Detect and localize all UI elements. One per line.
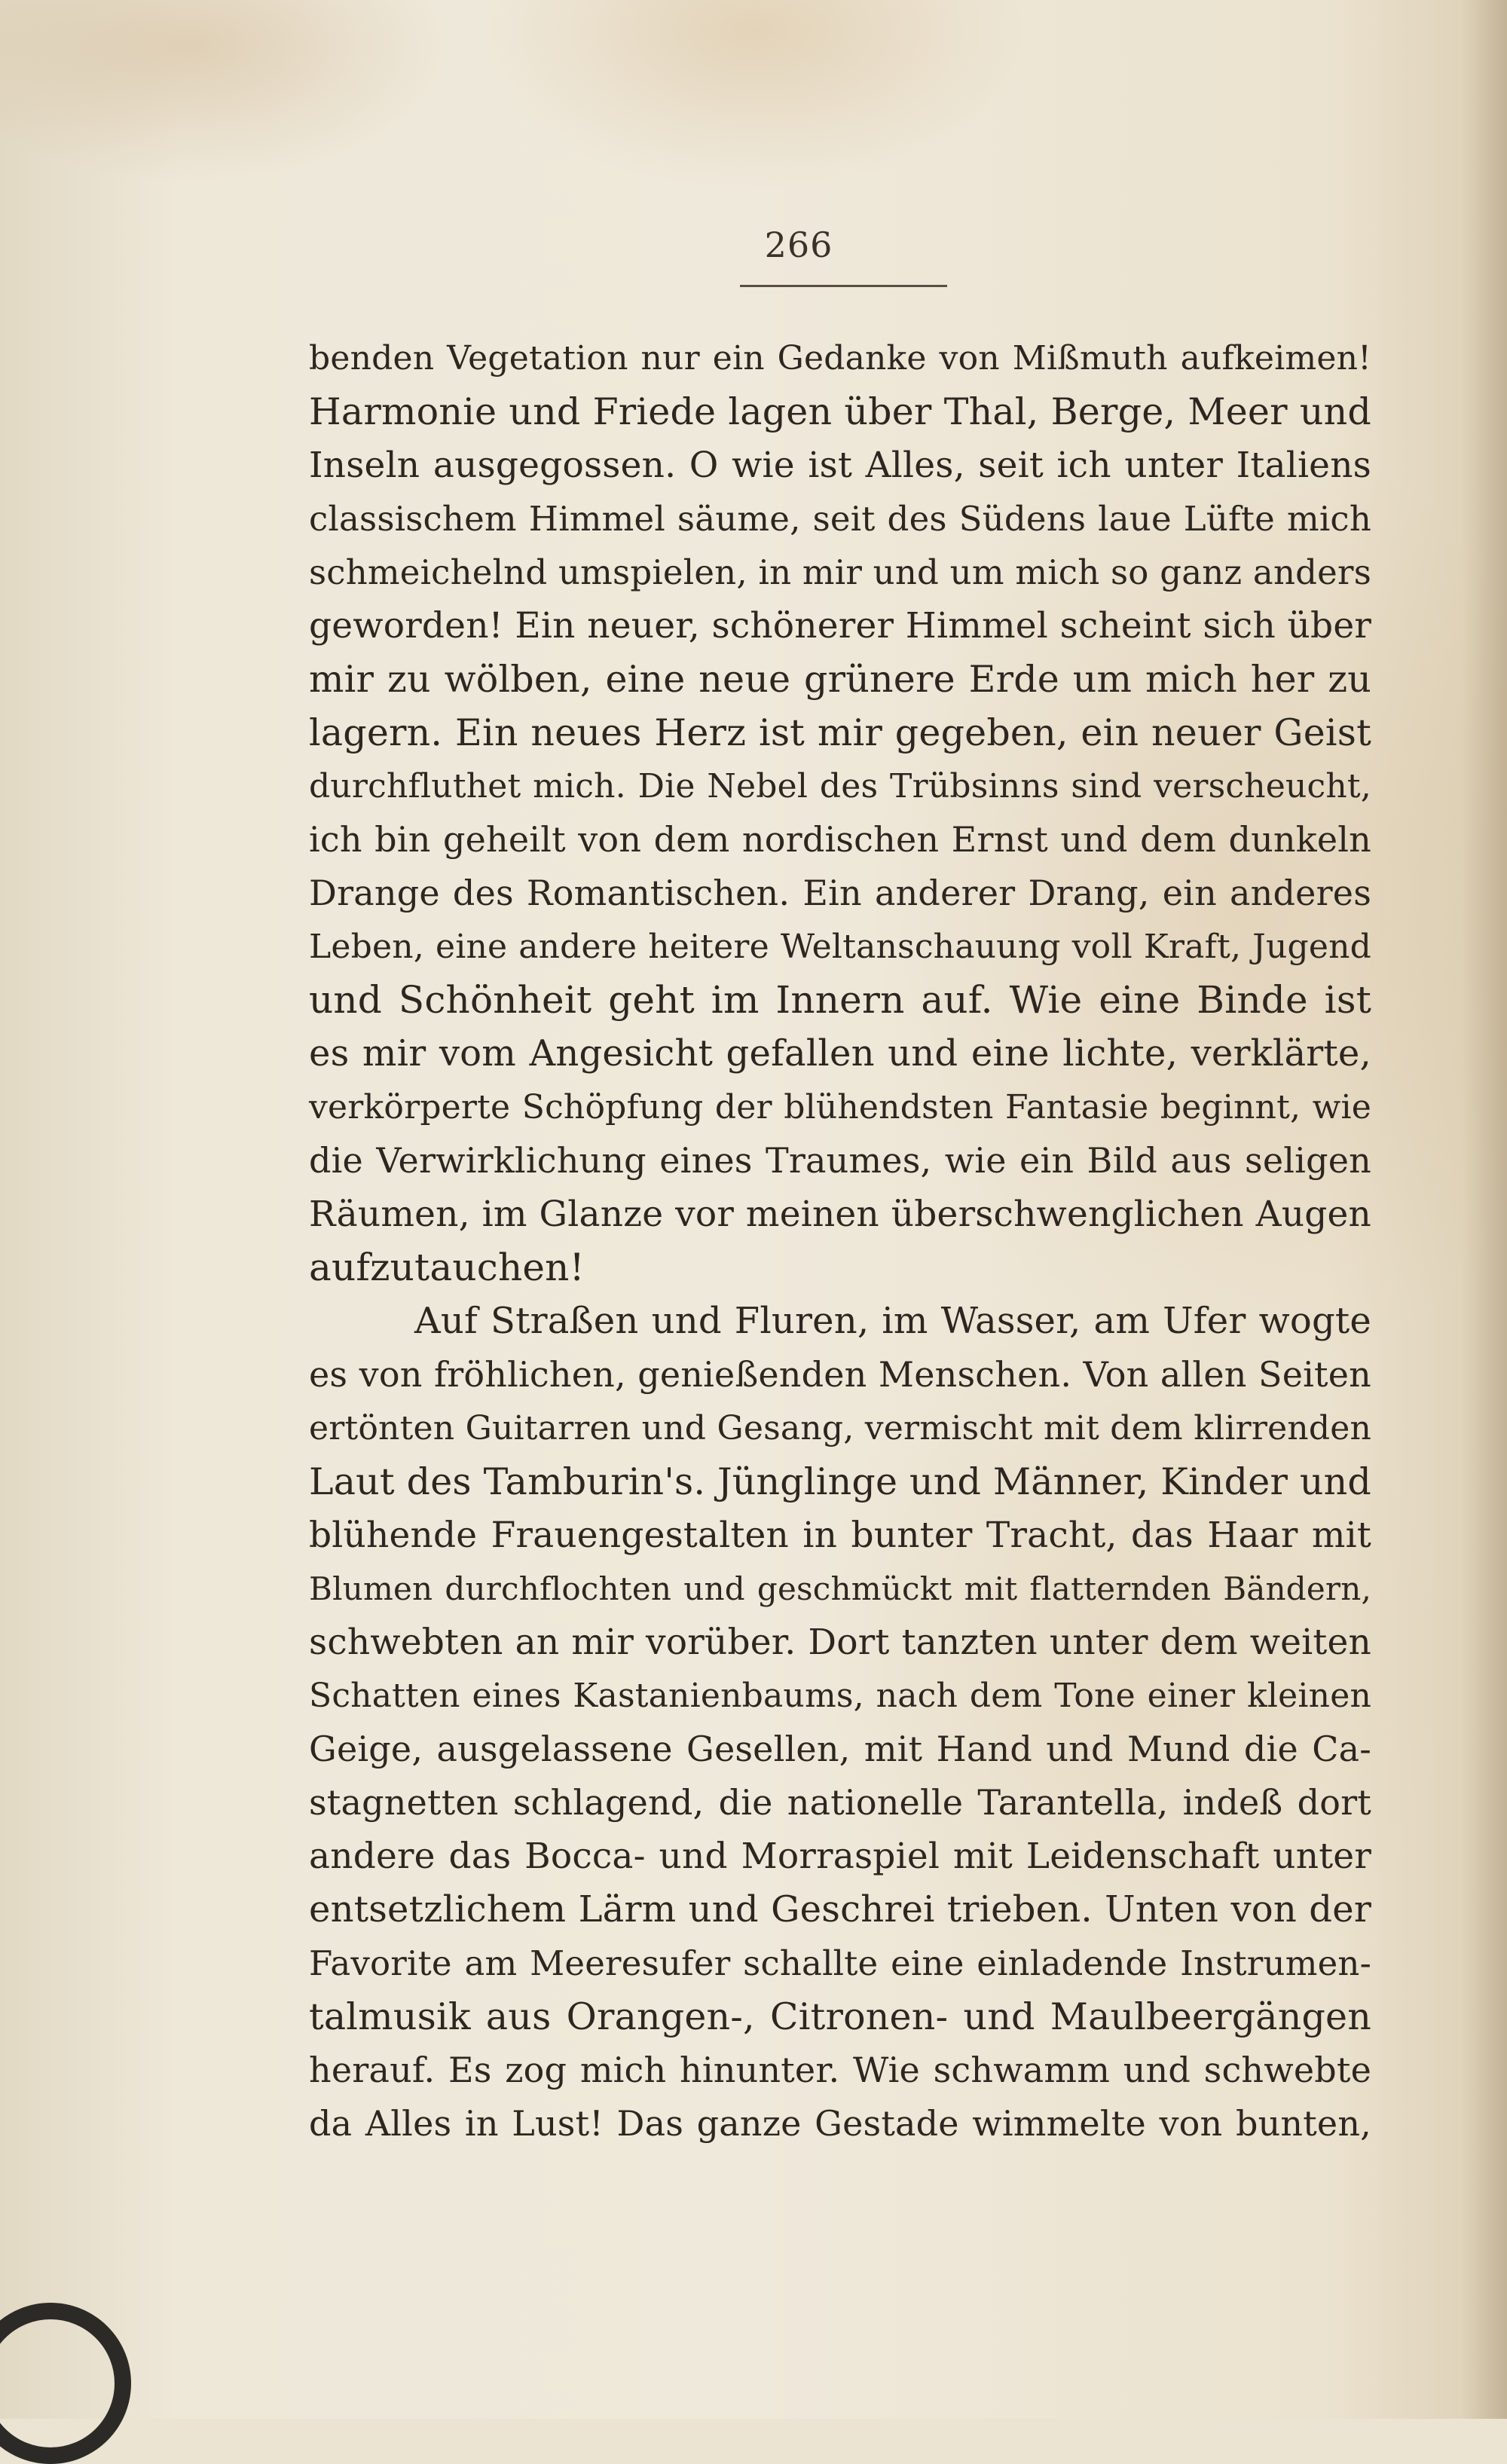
text-line: und Schönheit geht im Innern auf. Wie eine Binde ist — [309, 978, 1371, 1022]
text-line: lagern. Ein neues Herz ist mir gegeben, ein neuer Geist — [309, 711, 1371, 754]
text-line: Inseln ausgegossen. O wie ist Alles, seit ich unter Italiens — [309, 445, 1371, 486]
text-line: ertönten Guitarren und Gesang, vermischt mit dem klirrenden — [309, 1409, 1371, 1448]
paragraph-start-line: Auf Straßen und Fluren, im Wasser, am Ufer wogte — [414, 1300, 1371, 1342]
text-line: talmusik aus Orangen-, Citronen- und Maulbeergängen — [309, 1995, 1371, 2038]
text-line: Leben, eine andere heitere Weltanschauung voll Kraft, Jugend — [309, 928, 1371, 966]
text-line: schmeichelnd umspielen, in mir und um mich so ganz anders — [309, 552, 1371, 592]
text-line: Geige, ausgelassene Gesellen, mit Hand und Mund die Ca- — [309, 1729, 1371, 1769]
text-line: stagnetten schlagend, die nationelle Tarantella, indeß dort — [309, 1782, 1371, 1823]
text-line: herauf. Es zog mich hinunter. Wie schwamm und schwebte — [309, 2050, 1371, 2090]
text-line: die Verwirklichung eines Traumes, wie ein Bild aus seligen — [309, 1140, 1371, 1181]
text-line: es von fröhlichen, genießenden Menschen. Von allen Seiten — [309, 1354, 1371, 1395]
text-line: Favorite am Meeresufer schallte eine einladende Instrumen- — [309, 1943, 1371, 1983]
text-line: entsetzlichem Lärm und Geschrei trieben. Unten von der — [309, 1888, 1371, 1931]
text-line: verkörperte Schöpfung der blühendsten Fantasie beginnt, wie — [309, 1088, 1371, 1127]
text-line: Laut des Tamburin's. Jünglinge und Männer, Kinder und — [309, 1460, 1371, 1503]
text-line: benden Vegetation nur ein Gedanke von Mißmuth aufkeimen! — [309, 339, 1371, 378]
text-line: Harmonie und Friede lagen über Thal, Berge, Meer und — [309, 390, 1371, 433]
text-line: andere das Bocca- und Morraspiel mit Leidenschaft unter — [309, 1836, 1371, 1877]
page-edge-shadow — [1462, 0, 1507, 2419]
page-number: 266 — [764, 225, 833, 265]
text-line: Schatten eines Kastanienbaums, nach dem Tone einer kleinen — [309, 1677, 1371, 1715]
text-line: schwebten an mir vorüber. Dort tanzten unter dem weiten — [309, 1622, 1371, 1663]
text-line: Drange des Romantischen. Ein anderer Drang, ein anderes — [309, 873, 1371, 913]
text-line: blühende Frauengestalten in bunter Tracht, das Haar mit — [309, 1515, 1371, 1556]
text-line: ich bin geheilt von dem nordischen Ernst und dem dunkeln — [309, 819, 1371, 860]
text-line: classischem Himmel säume, seit des Südens laue Lüfte mich — [309, 499, 1371, 539]
text-line: durchfluthet mich. Die Nebel des Trübsinns sind verscheucht, — [309, 767, 1371, 806]
header-rule — [740, 285, 947, 287]
corner-ring-mark — [0, 2303, 131, 2464]
paragraph-end-line: aufzutauchen! — [309, 1246, 585, 1289]
text-line: mir zu wölben, eine neue grünere Erde um mich her zu — [309, 658, 1371, 701]
text-line: geworden! Ein neuer, schönerer Himmel scheint sich über — [309, 605, 1371, 647]
text-line: da Alles in Lust! Das ganze Gestade wimmelte von bunten, — [309, 2103, 1371, 2144]
text-line: Blumen durchflochten und geschmückt mit flatternden Bändern, — [309, 1570, 1371, 1607]
text-line: Räumen, im Glanze vor meinen überschwenglichen Augen — [309, 1194, 1371, 1235]
body-text — [309, 332, 1371, 2151]
text-line: es mir vom Angesicht gefallen und eine lichte, verklärte, — [309, 1032, 1371, 1075]
